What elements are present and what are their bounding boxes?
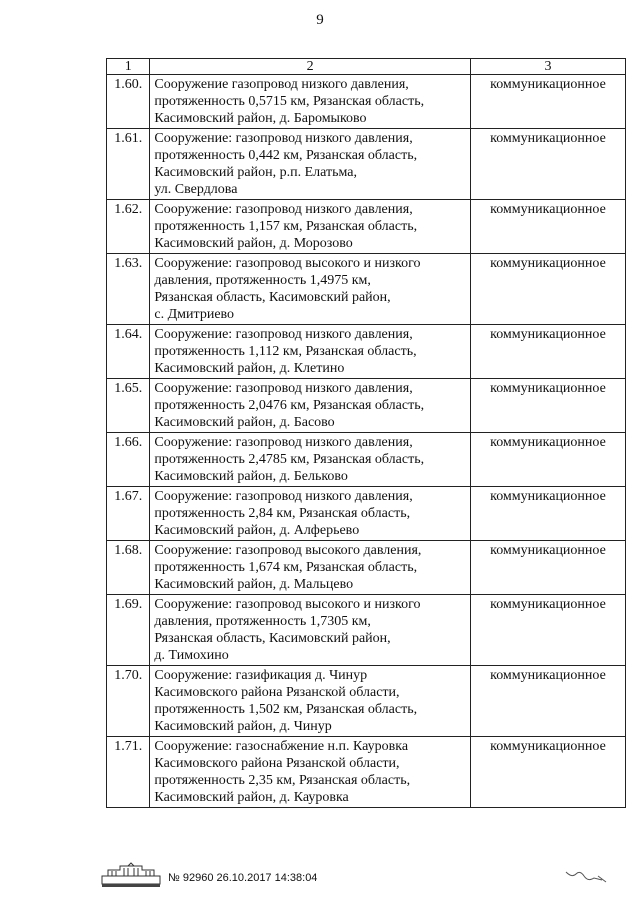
table-row <box>107 737 626 808</box>
row-description <box>150 200 470 254</box>
table-row <box>107 433 626 487</box>
row-number: 1.63. <box>107 254 150 325</box>
description-line: Сооружение: газопровод высокого давления, <box>154 543 422 558</box>
description-line: Сооружение: газопровод низкого давления, <box>154 327 413 342</box>
row-type: коммуникационное <box>470 129 625 200</box>
row-description <box>150 379 470 433</box>
description-line: Сооружение: газопровод высокого и низкого <box>154 256 421 271</box>
row-number: 1.65. <box>107 379 150 433</box>
building-stamp-icon <box>100 862 162 888</box>
description-line: протяженность 1,157 км, Рязанская область, <box>154 219 418 234</box>
description-line: Сооружение газопровод низкого давления, <box>154 77 409 92</box>
row-number: 1.67. <box>107 487 150 541</box>
footer <box>100 862 620 892</box>
description-line: Касимовский район, д. Морозово <box>154 236 353 251</box>
description-line: протяженность 1,502 км, Рязанская область, <box>154 702 418 717</box>
row-type: коммуникационное <box>470 595 625 666</box>
header-cell-1: 1 <box>107 59 150 75</box>
row-description <box>150 737 470 808</box>
registration-number: № 92960 26.10.2017 14:38:04 <box>168 872 318 884</box>
description-line: протяженность 2,4785 км, Рязанская область, <box>154 452 425 467</box>
row-description <box>150 254 470 325</box>
description-line: Рязанская область, Касимовский район, <box>154 631 391 646</box>
header-cell-2: 2 <box>150 59 470 75</box>
row-description <box>150 75 470 129</box>
table-row <box>107 75 626 129</box>
description-line: Сооружение: газопровод высокого и низкого <box>154 597 421 612</box>
description-line: Касимовский район, д. Мальцево <box>154 577 354 592</box>
row-description <box>150 541 470 595</box>
description-line: Сооружение: газопровод низкого давления, <box>154 131 413 146</box>
description-line: протяженность 1,674 км, Рязанская область, <box>154 560 418 575</box>
description-line: протяженность 2,84 км, Рязанская область, <box>154 506 411 521</box>
header-cell-3: 3 <box>470 59 625 75</box>
table-row <box>107 254 626 325</box>
description-line: Сооружение: газоснабжение н.п. Кауровка <box>154 739 409 754</box>
row-number: 1.60. <box>107 75 150 129</box>
row-number: 1.68. <box>107 541 150 595</box>
row-description <box>150 595 470 666</box>
row-description <box>150 666 470 737</box>
description-line: ул. Свердлова <box>154 182 238 197</box>
description-line: Рязанская область, Касимовский район, <box>154 290 391 305</box>
row-number: 1.71. <box>107 737 150 808</box>
row-type: коммуникационное <box>470 541 625 595</box>
table-row <box>107 200 626 254</box>
row-type: коммуникационное <box>470 433 625 487</box>
description-line: Касимовского района Рязанской области, <box>154 685 400 700</box>
description-line: д. Тимохино <box>154 648 229 663</box>
description-line: протяженность 2,35 км, Рязанская область, <box>154 773 411 788</box>
table-body <box>107 59 626 808</box>
description-line: Сооружение: газопровод низкого давления, <box>154 435 413 450</box>
description-line: Касимовский район, д. Чинур <box>154 719 332 734</box>
description-line: Касимовского района Рязанской области, <box>154 756 400 771</box>
row-type: коммуникационное <box>470 325 625 379</box>
description-line: протяженность 1,112 км, Рязанская область, <box>154 344 417 359</box>
description-line: Касимовский район, д. Кауровка <box>154 790 349 805</box>
description-line: Касимовский район, д. Бельково <box>154 469 348 484</box>
row-number: 1.70. <box>107 666 150 737</box>
description-line: Сооружение: газопровод низкого давления, <box>154 381 413 396</box>
row-type: коммуникационное <box>470 254 625 325</box>
description-line: протяженность 2,0476 км, Рязанская область, <box>154 398 425 413</box>
table-row <box>107 487 626 541</box>
description-line: давления, протяженность 1,4975 км, <box>154 273 371 288</box>
table-row <box>107 129 626 200</box>
row-type: коммуникационное <box>470 75 625 129</box>
row-type: коммуникационное <box>470 379 625 433</box>
description-line: давления, протяженность 1,7305 км, <box>154 614 371 629</box>
row-number: 1.66. <box>107 433 150 487</box>
property-table <box>106 58 626 808</box>
description-line: Касимовский район, д. Клетино <box>154 361 345 376</box>
row-type: коммуникационное <box>470 200 625 254</box>
table-row <box>107 595 626 666</box>
description-line: Сооружение: газопровод низкого давления, <box>154 202 413 217</box>
description-line: с. Дмитриево <box>154 307 235 322</box>
description-line: Касимовский район, д. Баромыково <box>154 111 367 126</box>
row-description <box>150 433 470 487</box>
description-line: Сооружение: газопровод низкого давления, <box>154 489 413 504</box>
header-row <box>107 59 626 75</box>
description-line: протяженность 0,442 км, Рязанская область, <box>154 148 418 163</box>
description-line: Касимовский район, д. Басово <box>154 415 335 430</box>
page-number: 9 <box>316 12 324 28</box>
description-line: Сооружение: газификация д. Чинур <box>154 668 368 683</box>
description-line: протяженность 0,5715 км, Рязанская область, <box>154 94 425 109</box>
table-row <box>107 666 626 737</box>
row-type: коммуникационное <box>470 487 625 541</box>
row-description <box>150 129 470 200</box>
row-type: коммуникационное <box>470 737 625 808</box>
table-row <box>107 325 626 379</box>
row-type: коммуникационное <box>470 666 625 737</box>
table-row <box>107 541 626 595</box>
row-description <box>150 325 470 379</box>
table-row <box>107 379 626 433</box>
handwritten-mark-icon <box>562 866 612 886</box>
row-description <box>150 487 470 541</box>
row-number: 1.61. <box>107 129 150 200</box>
row-number: 1.62. <box>107 200 150 254</box>
row-number: 1.64. <box>107 325 150 379</box>
description-line: Касимовский район, р.п. Елатьма, <box>154 165 357 180</box>
row-number: 1.69. <box>107 595 150 666</box>
description-line: Касимовский район, д. Алферьево <box>154 523 360 538</box>
